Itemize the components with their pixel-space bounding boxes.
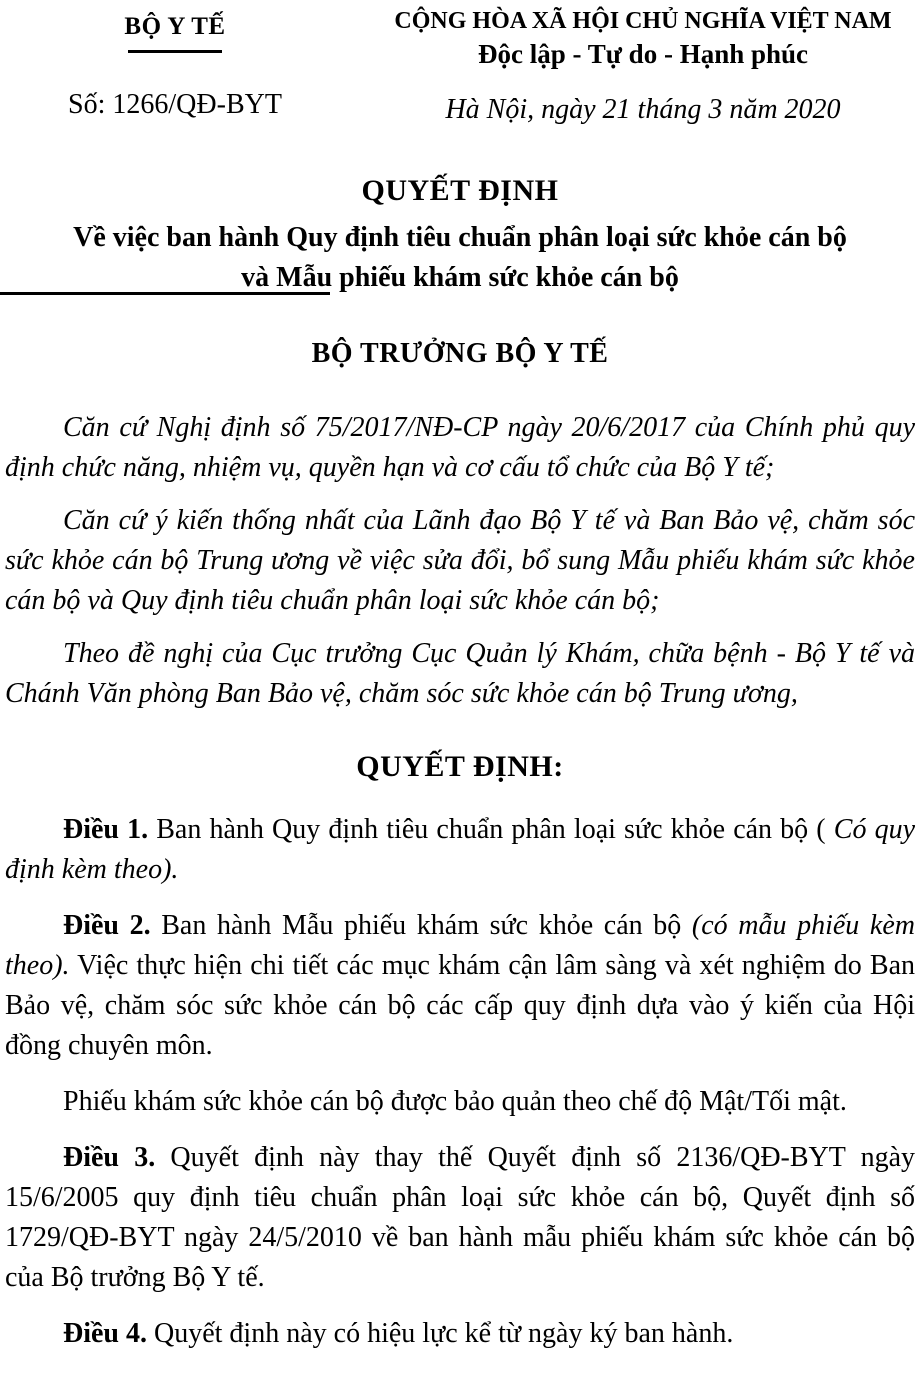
subject-line-1: Về việc ban hành Quy định tiêu chuẩn phân loại sức khỏe cán bộ <box>73 221 847 253</box>
issuing-agency: BỘ Y TẾ <box>124 13 226 40</box>
article-2-label: Điều 2. <box>63 909 151 941</box>
article-4-label: Điều 4. <box>63 1317 147 1349</box>
article-3-label: Điều 3. <box>63 1141 156 1173</box>
article-1-italic-note: Có quy định kèm theo). <box>5 813 915 885</box>
document-header <box>5 8 915 126</box>
preamble-paragraph-2: Căn cứ ý kiến thống nhất của Lãnh đạo Bộ Y tế và Ban Bảo vệ, chăm sóc sức khỏe cán bộ Trung ương về việc sửa đổi, bổ sung Mẫu phiếu khám sức khỏe cán bộ và Quy định tiêu chuẩn phân loại sức khỏe cán bộ; <box>5 504 915 616</box>
article-4-text: Quyết định này có hiệu lực kể từ ngày ký ban hành. <box>147 1317 734 1349</box>
document-number: Số: 1266/QĐ-BYT <box>68 89 282 120</box>
subject-line-2-text: và Mẫu phiếu khám sức khỏe cán bộ <box>241 261 679 293</box>
article-3-text: Quyết định này thay thế Quyết định số 2136/QĐ-BYT ngày 15/6/2005 quy định tiêu chuẩn phân loại sức khỏe cán bộ, Quyết định số 1729/QĐ-BYT ngày 24/5/2010 về ban hành mẫu phiếu khám sức khỏe cán bộ của Bộ trưởng Bộ Y tế. <box>5 1141 915 1293</box>
header-left-block <box>5 8 345 126</box>
decision-subject <box>5 218 915 298</box>
national-motto: Độc lập - Tự do - Hạnh phúc <box>477 38 809 69</box>
article-3 <box>5 1138 915 1298</box>
preamble-paragraph-3: Theo đề nghị của Cục trưởng Cục Quản lý Khám, chữa bệnh - Bộ Y tế và Chánh Văn phòng Ban Bảo vệ, chăm sóc sức khỏe cán bộ Trung ương, <box>5 637 915 709</box>
decision-title: QUYẾT ĐỊNH <box>361 173 559 207</box>
article-1-label: Điều 1. <box>63 813 149 845</box>
confidentiality-note <box>5 1082 915 1122</box>
national-title: CỘNG HÒA XÃ HỘI CHỦ NGHĨA VIỆT NAM <box>394 8 892 34</box>
preamble <box>5 408 915 714</box>
article-4 <box>5 1314 915 1354</box>
article-2 <box>5 906 915 1066</box>
article-1 <box>5 810 915 890</box>
issuer-underline <box>128 50 222 53</box>
article-2-text: Ban hành Mẫu phiếu khám sức khỏe cán bộ <box>150 909 692 941</box>
article-1-text: Ban hành Quy định tiêu chuẩn phân loại sức khỏe cán bộ ( <box>148 813 834 845</box>
subject-line-2 <box>5 258 915 298</box>
header-right-block <box>345 8 915 126</box>
place-and-date: Hà Nội, ngày 21 tháng 3 năm 2020 <box>445 93 841 125</box>
preamble-paragraph-1: Căn cứ Nghị định số 75/2017/NĐ-CP ngày 20/6/2017 của Chính phủ quy định chức năng, nhiệm vụ, quyền hạn và cơ cấu tổ chức của Bộ Y tế; <box>5 411 915 483</box>
article-2-text-cont: Việc thực hiện chi tiết các mục khám cận lâm sàng và xét nghiệm do Ban Bảo vệ, chăm sóc sức khỏe cán bộ các cấp quy định dựa vào ý kiến của Hội đồng chuyên môn. <box>5 949 915 1061</box>
articles-section <box>5 810 915 1354</box>
subject-underline <box>0 292 330 295</box>
decision-heading: QUYẾT ĐỊNH: <box>356 749 564 783</box>
issuing-authority: BỘ TRƯỞNG BỘ Y TẾ <box>311 337 609 369</box>
confidentiality-note-text: Phiếu khám sức khỏe cán bộ được bảo quản theo chế độ Mật/Tối mật. <box>63 1085 847 1117</box>
article-2-italic-note: (có mẫu phiếu kèm theo). <box>5 909 915 981</box>
